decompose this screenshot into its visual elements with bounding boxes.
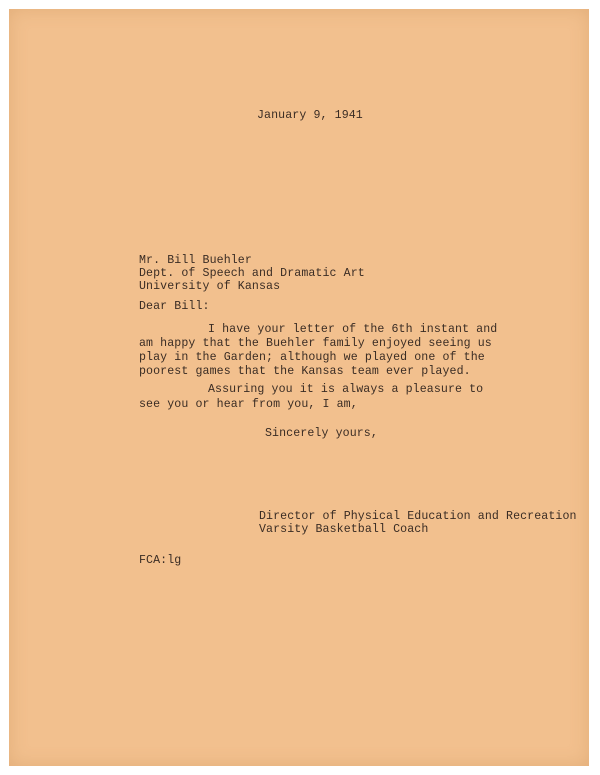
closing: Sincerely yours,	[265, 427, 378, 440]
paragraph-line: see you or hear from you, I am,	[139, 398, 358, 411]
recipient-address	[139, 254, 365, 293]
letter-date: January 9, 1941	[257, 109, 363, 122]
signature-title-line: Director of Physical Education and Recreation	[259, 510, 577, 523]
body-paragraph-2	[139, 383, 484, 411]
letter-page	[9, 9, 589, 766]
salutation: Dear Bill:	[139, 300, 210, 313]
signature-block	[259, 510, 577, 536]
recipient-department: Dept. of Speech and Dramatic Art	[139, 267, 365, 280]
paragraph-line: Assuring you it is always a pleasure to	[208, 383, 484, 396]
paragraph-line: poorest games that the Kansas team ever played.	[139, 365, 471, 378]
typist-initials: FCA:lg	[139, 554, 182, 567]
recipient-name: Mr. Bill Buehler	[139, 254, 252, 267]
body-paragraph-1	[139, 323, 498, 378]
paragraph-line: play in the Garden; although we played one of the	[139, 351, 485, 364]
paragraph-line: am happy that the Buehler family enjoyed seeing us	[139, 337, 492, 350]
paragraph-line: I have your letter of the 6th instant and	[208, 323, 498, 336]
signature-title-line: Varsity Basketball Coach	[259, 523, 429, 536]
recipient-institution: University of Kansas	[139, 280, 281, 293]
